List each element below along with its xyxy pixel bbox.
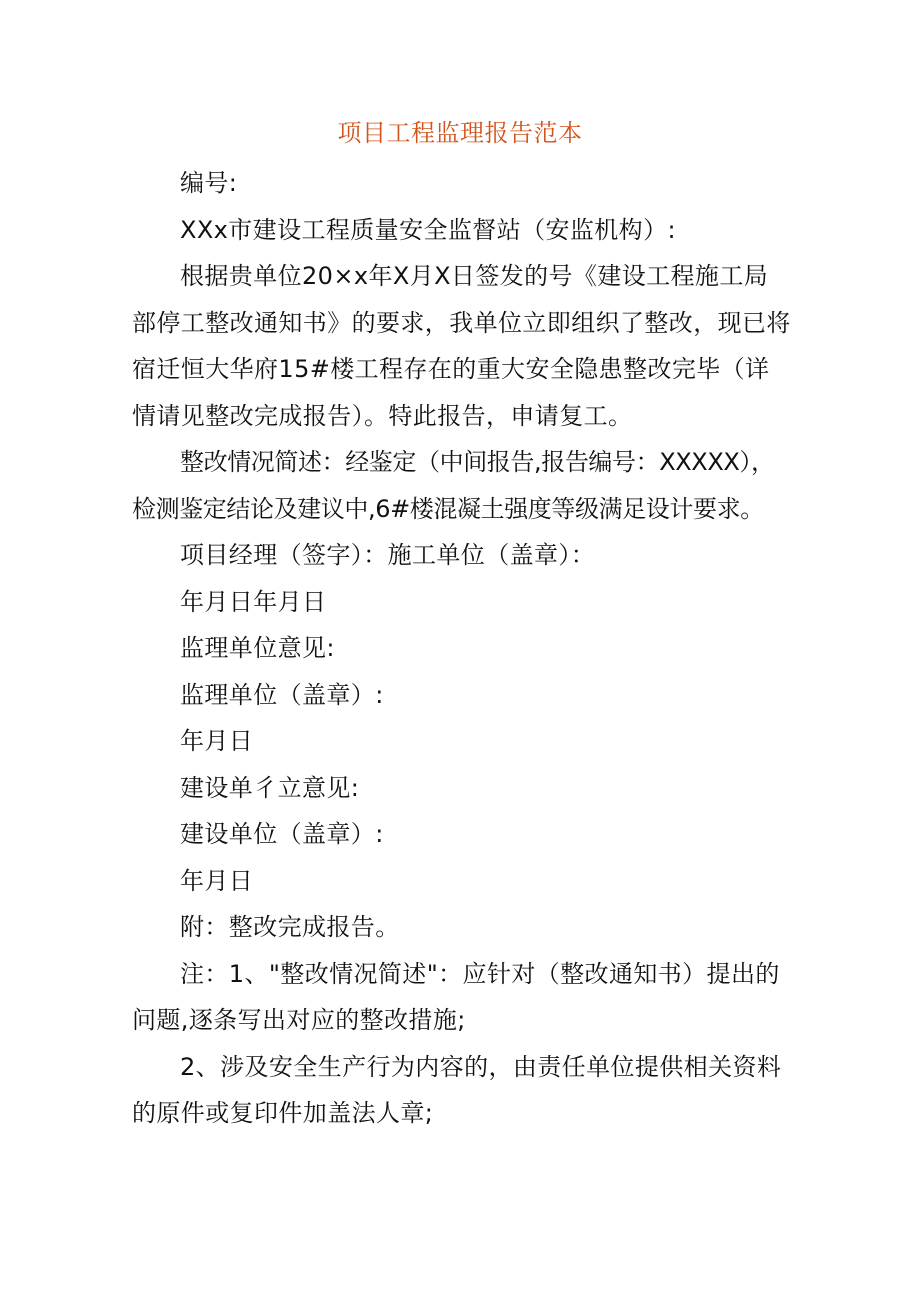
supervisor-date-line: 年月日 — [180, 727, 254, 755]
recipient-line: XXx市建设工程质量安全监督站（安监机构）: — [180, 215, 676, 244]
document-body — [132, 160, 792, 1137]
supervisor-seal-line: 监理单位（盖章）: — [180, 680, 384, 709]
signature-line-manager-contractor: 项目经理（签字）：施工单位（盖章）： — [180, 541, 596, 569]
report-paragraph: 根据贵单位20×x年X月X日签发的号《建设工程施工局部停工整改通知书》的要求，我单位立即组织了整改，现已将宿迁恒大华府15#楼工程存在的重大安全隐患整改完毕（详情请见整改完成报告）。特此报告，申请复工。 — [132, 262, 791, 430]
document-title: 项目工程监理报告范本 — [337, 119, 583, 147]
owner-seal-line: 建设单位（盖章）: — [180, 820, 384, 848]
note-item-1: 注：1、"整改情况简述"：应针对（整改通知书）提出的问题,逐条写出对应的整改措施; — [132, 959, 780, 1034]
rectification-summary: 整改情况简述：经鉴定（中间报告,报告编号：XXXXX），检测鉴定结论及建议中,6#楼混凝土强度等级满足设计要求。 — [132, 448, 775, 523]
owner-date-line: 年月日 — [180, 866, 254, 895]
date-line-double: 年月日年月日 — [180, 587, 327, 616]
serial-number-line: 编号: — [180, 169, 238, 197]
owner-opinion-label: 建设单彳立意见: — [180, 773, 360, 802]
attachment-line: 附：整改完成报告。 — [180, 913, 400, 941]
note-item-2: 2、涉及安全生产行为内容的，由责任单位提供相关资料的原件或复印件加盖法人章; — [132, 1052, 782, 1127]
supervisor-opinion-label: 监理单位意见: — [180, 634, 335, 662]
